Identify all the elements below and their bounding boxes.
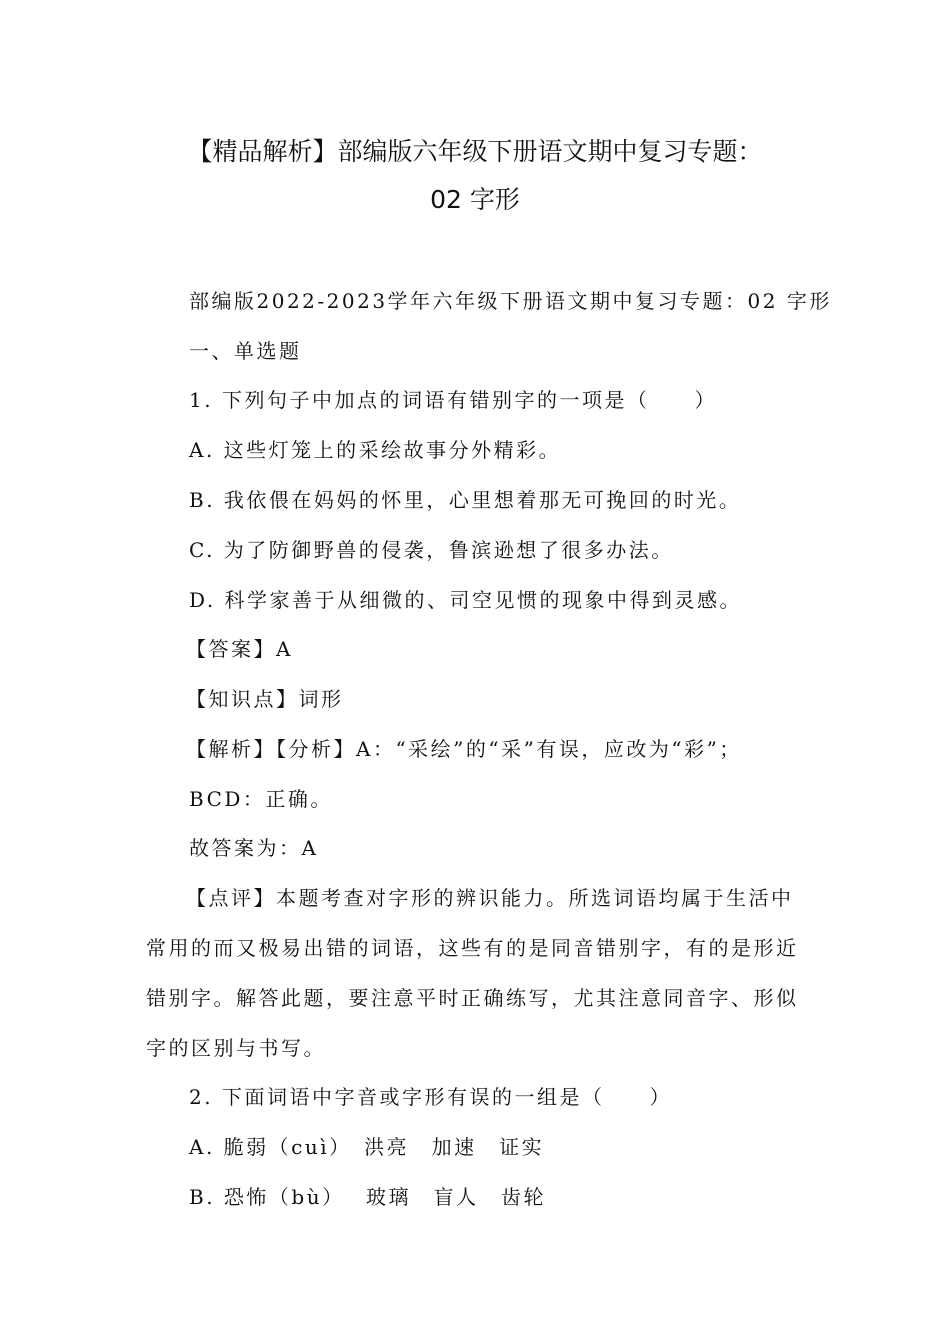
document-subtitle: 部编版2022-2023学年六年级下册语文期中复习专题：02 字形: [189, 289, 832, 313]
document-title-line-1: 【精品解析】部编版六年级下册语文期中复习专题：: [187, 137, 763, 166]
question-1-stem: 1. 下列句子中加点的词语有错别字的一项是（ ）: [189, 388, 717, 412]
question-2-option-a: A. 脆弱（cuì） 洪亮 加速 证实: [189, 1135, 545, 1159]
question-1-option-a: A. 这些灯笼上的采绘故事分外精彩。: [189, 438, 562, 462]
section-heading: 一、单选题: [189, 339, 302, 363]
question-2-stem: 2. 下面词语中字音或字形有误的一组是（ ）: [189, 1085, 672, 1109]
question-1-knowledge-point: 【知识点】词形: [186, 687, 344, 711]
document-title-line-2: 02 字形: [430, 185, 520, 214]
question-1-comment-line-2: 常用的而又极易出错的词语，这些有的是同音错别字，有的是形近: [146, 936, 799, 960]
question-1-answer: 【答案】A: [186, 637, 293, 661]
question-1-comment-line-1: 【点评】本题考查对字形的辨识能力。所选词语均属于生活中: [186, 886, 794, 910]
question-1-option-c: C. 为了防御野兽的侵袭，鲁滨逊想了很多办法。: [189, 538, 674, 562]
question-1-final-answer: 故答案为：A: [189, 836, 319, 860]
question-1-comment-line-4: 字的区别与书写。: [146, 1036, 326, 1060]
question-1-analysis: 【解析】【分析】A：“采绘”的“采”有误，应改为“彩”；: [186, 737, 742, 761]
question-1-analysis-continued: BCD：正确。: [189, 787, 333, 811]
question-1-option-b: B. 我依偎在妈妈的怀里，心里想着那无可挽回的时光。: [189, 488, 742, 512]
question-1-comment-line-3: 错别字。解答此题，要注意平时正确练写，尤其注意同音字、形似: [146, 986, 799, 1010]
question-2-option-b: B. 恐怖（bù） 玻璃 盲人 齿轮: [189, 1185, 546, 1209]
question-1-option-d: D. 科学家善于从细微的、司空见惯的现象中得到灵感。: [189, 588, 743, 612]
